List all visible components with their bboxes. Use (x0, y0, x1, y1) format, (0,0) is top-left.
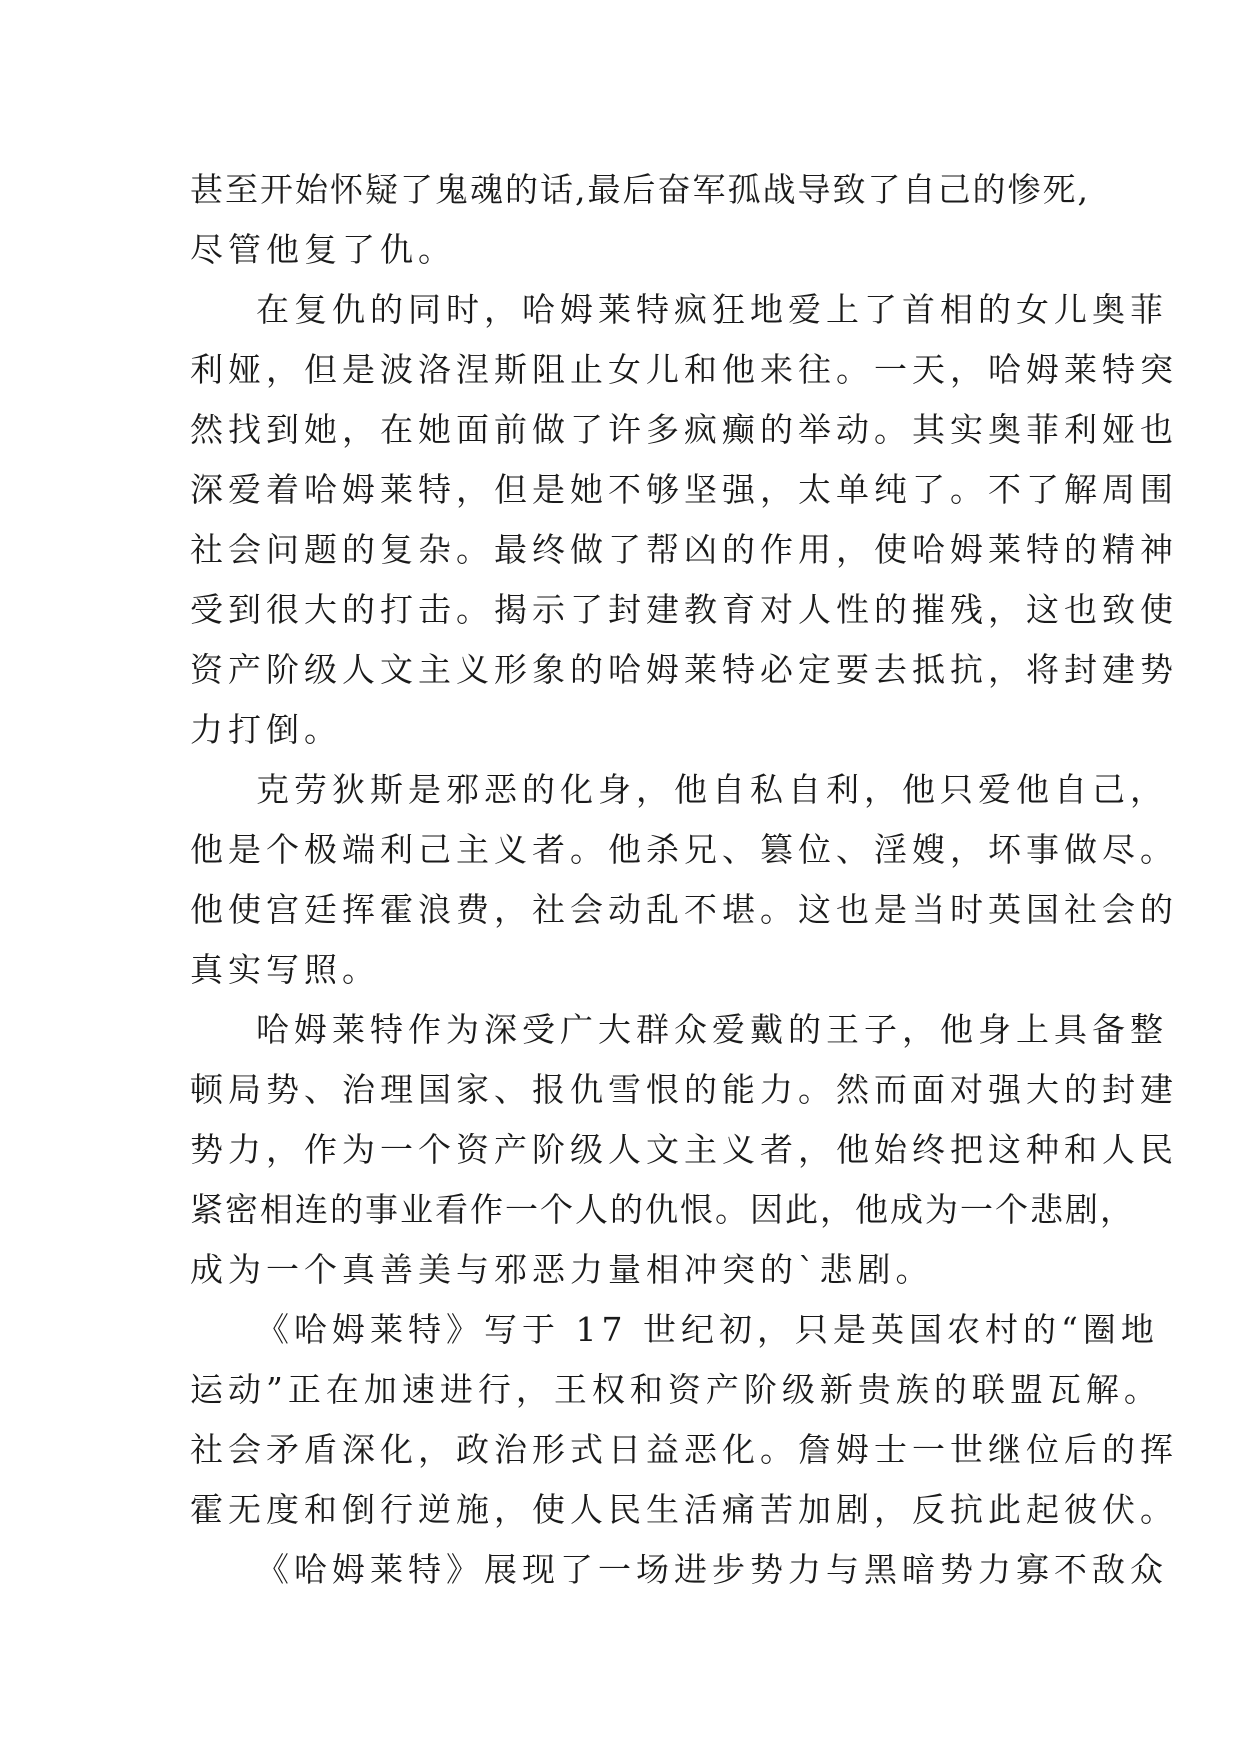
body-text (190, 160, 1178, 1600)
text-line: 运动”正在加速进行，王权和资产阶级新贵族的联盟瓦解。 (190, 1370, 1162, 1409)
text-line: 他使宫廷挥霍浪费，社会动乱不堪。这也是当时英国社会的 (190, 890, 1178, 929)
text-line: 克劳狄斯是邪恶的化身，他自私自利，他只爱他自己， (256, 770, 1168, 809)
text-line: 成为一个真善美与邪恶力量相冲突的`悲剧。 (190, 1250, 934, 1289)
text-line: 甚至开始怀疑了鬼魂的话,最后奋军孤战导致了自己的惨死, (190, 170, 1090, 209)
text-line: 《哈姆莱特》展现了一场进步势力与黑暗势力寡不敌众 (256, 1550, 1168, 1589)
text-line: 顿局势、治理国家、报仇雪恨的能力。然而面对强大的封建 (190, 1070, 1178, 1109)
text-line: 紧密相连的事业看作一个人的仇恨。因此，他成为一个悲剧， (190, 1190, 1135, 1229)
text-line: 势力，作为一个资产阶级人文主义者，他始终把这种和人民 (190, 1130, 1178, 1169)
text-line: 他是个极端利己主义者。他杀兄、篡位、淫嫂，坏事做尽。 (190, 830, 1178, 869)
text-line: 受到很大的打击。揭示了封建教育对人性的摧残，这也致使 (190, 590, 1178, 629)
text-line: 霍无度和倒行逆施，使人民生活痛苦加剧，反抗此起彼伏。 (190, 1490, 1178, 1529)
text-line: 然找到她，在她面前做了许多疯癫的举动。其实奥菲利娅也 (190, 410, 1178, 449)
text-line: 深爱着哈姆莱特，但是她不够坚强，太单纯了。不了解周围 (190, 470, 1178, 509)
text-line: 在复仇的同时，哈姆莱特疯狂地爱上了首相的女儿奥菲 (256, 290, 1168, 329)
text-line: 力打倒。 (190, 710, 342, 749)
text-line: 真实写照。 (190, 950, 380, 989)
text-line: 社会问题的复杂。最终做了帮凶的作用，使哈姆莱特的精神 (190, 530, 1178, 569)
text-line: 哈姆莱特作为深受广大群众爱戴的王子，他身上具备整 (256, 1010, 1168, 1049)
text-line: 利娅，但是波洛涅斯阻止女儿和他来往。一天，哈姆莱特突 (190, 350, 1178, 389)
text-line: 资产阶级人文主义形象的哈姆莱特必定要去抵抗，将封建势 (190, 650, 1178, 689)
text-line: 尽管他复了仇。 (190, 230, 456, 269)
text-line: 社会矛盾深化，政治形式日益恶化。詹姆士一世继位后的挥 (190, 1430, 1178, 1469)
text-line: 《哈姆莱特》写于 17 世纪初，只是英国农村的“圈地 (256, 1310, 1159, 1349)
